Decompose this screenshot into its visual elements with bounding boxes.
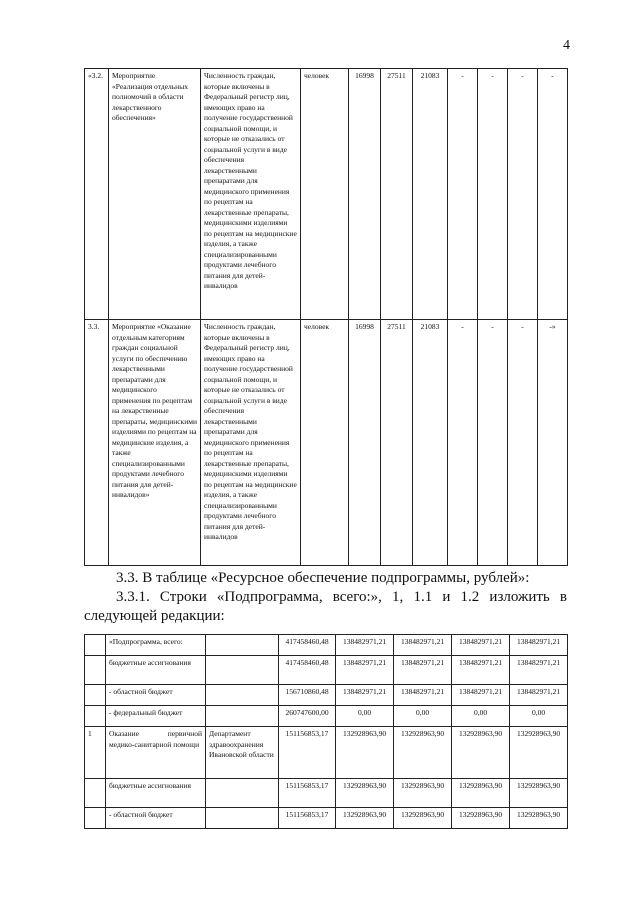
amount-cell: 138482971,21 (452, 685, 510, 706)
event-name: Мероприятие «Оказание отдельным категориям граждан социальной услуги по обеспечению лекарственными препаратами для медицинского применения по рецептам на лекарственные препараты, медицинскими изделиями по рецептам на медицинские изделия, а также специализированными продуктами лечебного питания для детей-инвалидов» (109, 320, 201, 566)
row-number: «3.2. (85, 69, 109, 320)
row-number: 3.3. (85, 320, 109, 566)
amount-cell: 0,00 (510, 706, 568, 727)
value-cell: - (508, 320, 538, 566)
indicator-name: Численность граждан, которые включены в Федеральный регистр лиц, имеющих право на получение государственной социальной помощи, и которые не отказались от социальной услуги в виде обеспечения лекарственными препаратами для медицинского применения по рецептам на лекарственные препараты, медицинскими изделиями по рецептам на медицинские изделия, а также специализированными продуктами лечебного питания для детей-инвалидов (201, 320, 301, 566)
amount-cell: 138482971,21 (336, 685, 394, 706)
row-number (85, 706, 106, 727)
value-cell: - (478, 69, 508, 320)
executor (206, 706, 279, 727)
event-name: Мероприятие «Реализация отдельных полномочий в области лекарственного обеспечения» (109, 69, 201, 320)
executor: Департамент здравоохранения Ивановской области (206, 727, 279, 779)
value-cell: -» (538, 320, 568, 566)
row-name: бюджетные ассигнования (106, 656, 206, 685)
row-name: «Подпрограмма, всего: (106, 635, 206, 656)
row-name: Оказание первичной медико-санитарной помощи (106, 727, 206, 779)
amount-cell: 151156853,17 (279, 727, 336, 779)
amount-cell: 138482971,21 (452, 656, 510, 685)
row-name: - областной бюджет (106, 685, 206, 706)
value-cell: 16998 (349, 320, 381, 566)
page-number: 4 (563, 38, 570, 53)
amount-cell: 156710860,48 (279, 685, 336, 706)
value-cell: - (448, 69, 478, 320)
amount-cell: 132928963,90 (452, 727, 510, 779)
amount-cell: 132928963,90 (452, 808, 510, 829)
amount-cell: 132928963,90 (510, 727, 568, 779)
amount-cell: 138482971,21 (510, 685, 568, 706)
amount-cell: 132928963,90 (510, 779, 568, 808)
table-row (85, 635, 568, 656)
value-cell: - (508, 69, 538, 320)
table-row (85, 706, 568, 727)
value-cell: 27511 (381, 69, 413, 320)
indicator-name: Численность граждан, которые включены в Федеральный регистр лиц, имеющих право на получение государственной социальной помощи, и которые не отказались от социальной услуги в виде обеспечения лекарственными препаратами для медицинского применения по рецептам на лекарственные препараты, медицинскими изделиями по рецептам на медицинские изделия, а также специализированными продуктами лечебного питания для детей-инвалидов (201, 69, 301, 320)
paragraph-3-3-1: 3.3.1. Строки «Подпрограмма, всего:», 1, 1.1 и 1.2 изложить в следующей редакции: (84, 589, 567, 624)
row-number (85, 635, 106, 656)
table-row (85, 808, 568, 829)
amount-cell: 132928963,90 (336, 779, 394, 808)
amount-cell: 0,00 (394, 706, 452, 727)
row-name: - областной бюджет (106, 808, 206, 829)
amount-cell: 260747600,00 (279, 706, 336, 727)
value-cell: 16998 (349, 69, 381, 320)
amount-cell: 138482971,21 (336, 656, 394, 685)
amount-cell: 132928963,90 (394, 808, 452, 829)
amount-cell: 138482971,21 (510, 635, 568, 656)
executor (206, 808, 279, 829)
table-row (85, 69, 568, 320)
table-row (85, 779, 568, 808)
row-number (85, 779, 106, 808)
amount-cell: 138482971,21 (510, 656, 568, 685)
value-cell: - (478, 320, 508, 566)
amount-cell: 0,00 (336, 706, 394, 727)
value-cell: 27511 (381, 320, 413, 566)
amount-cell: 132928963,90 (336, 727, 394, 779)
amount-cell: 151156853,17 (279, 779, 336, 808)
amount-cell: 417458460,48 (279, 656, 336, 685)
row-number (85, 685, 106, 706)
amount-cell: 132928963,90 (336, 808, 394, 829)
amount-cell: 138482971,21 (394, 656, 452, 685)
table-row (85, 656, 568, 685)
amount-cell: 132928963,90 (510, 808, 568, 829)
amount-cell: 132928963,90 (452, 779, 510, 808)
executor (206, 635, 279, 656)
executor (206, 779, 279, 808)
executor (206, 656, 279, 685)
row-name: бюджетные ассигнования (106, 779, 206, 808)
amount-cell: 0,00 (452, 706, 510, 727)
table-row (85, 320, 568, 566)
resources-table (84, 634, 568, 829)
amount-cell: 138482971,21 (336, 635, 394, 656)
amount-cell: 417458460,48 (279, 635, 336, 656)
row-number (85, 656, 106, 685)
amount-cell: 151156853,17 (279, 808, 336, 829)
value-cell: - (538, 69, 568, 320)
row-number: 1 (85, 727, 106, 779)
table-row (85, 685, 568, 706)
value-cell: - (448, 320, 478, 566)
row-name: - федеральный бюджет (106, 706, 206, 727)
row-number (85, 808, 106, 829)
value-cell: 21083 (413, 320, 448, 566)
value-cell: 21083 (413, 69, 448, 320)
amount-cell: 138482971,21 (394, 635, 452, 656)
amount-cell: 132928963,90 (394, 779, 452, 808)
paragraph-3-3: 3.3. В таблице «Ресурсное обеспечение подпрограммы, рублей»: (116, 570, 530, 586)
amount-cell: 132928963,90 (394, 727, 452, 779)
amount-cell: 138482971,21 (452, 635, 510, 656)
executor (206, 685, 279, 706)
amount-cell: 138482971,21 (394, 685, 452, 706)
unit: человек (301, 69, 349, 320)
unit: человек (301, 320, 349, 566)
table-row (85, 727, 568, 779)
indicators-table (84, 68, 568, 566)
